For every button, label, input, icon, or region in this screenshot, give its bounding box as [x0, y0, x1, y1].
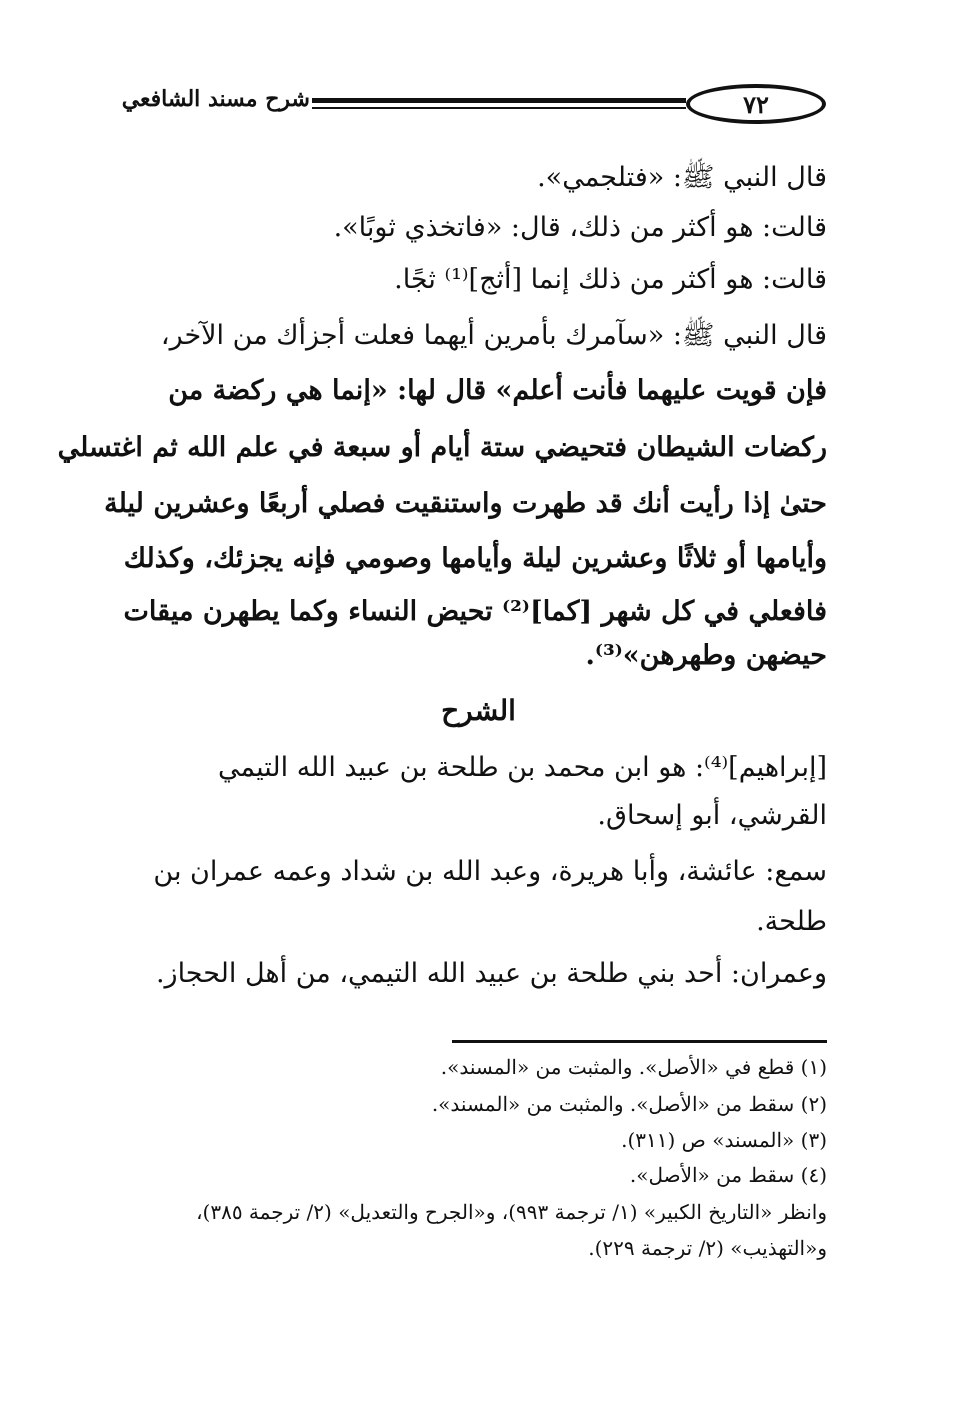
sharh-line: سمع: عائشة، وأبا هريرة، وعبد الله بن شداد وعمه عمران بن: [153, 856, 827, 887]
footnote: (٤) سقط من «الأصل».: [629, 1163, 827, 1187]
matn-line: ركضات الشيطان فتحيضي ستة أيام أو سبعة في علم الله ثم اغتسلي: [57, 432, 827, 463]
page-header: [100, 78, 825, 128]
section-heading: الشرح: [441, 694, 516, 727]
footnote: وانظر «التاريخ الكبير» (١/ ترجمة ٩٩٣)، و«الجرح والتعديل» (٢/ ترجمة ٣٨٥)،: [196, 1200, 827, 1224]
matn-line: قالت: هو أكثر من ذلك، قال: «فاتخذي ثوبًا».: [333, 212, 827, 243]
sharh-line: [إبراهيم]⁽⁴⁾: هو ابن محمد بن طلحة بن عبيد الله التيمي: [217, 752, 827, 783]
footnote: (٣) «المسند» ص (٣١١).: [621, 1128, 827, 1152]
footnote-separator: [452, 1040, 827, 1043]
page-number-text: ٧٢: [743, 89, 769, 119]
footnote: (١) قطع في «الأصل». والمثبت من «المسند».: [440, 1055, 827, 1079]
matn-line: فافعلي في كل شهر [كما]⁽²⁾ تحيض النساء وكما يطهرن ميقات: [123, 596, 827, 627]
page-number: [686, 84, 826, 124]
matn-line: قال النبي ﷺ: «فتلجمي».: [537, 162, 827, 193]
header-rule-thick: [312, 98, 686, 103]
matn-line: وأيامها أو ثلاثًا وعشرين ليلة وأيامها وصومي فإنه يجزئك، وكذلك: [123, 543, 827, 574]
footnote: و«التهذيب» (٢/ ترجمة ٢٢٩).: [588, 1236, 827, 1260]
footnote: (٢) سقط من «الأصل». والمثبت من «المسند».: [431, 1092, 827, 1116]
running-title: شرح مسند الشافعي: [100, 86, 310, 112]
matn-line: فإن قويت عليهما فأنت أعلم» قال لها: «إنما هي ركضة من: [168, 375, 827, 406]
header-rule-thin: [312, 107, 686, 109]
sharh-line: طلحة.: [756, 906, 827, 937]
sharh-line: وعمران: أحد بني طلحة بن عبيد الله التيمي، من أهل الحجاز.: [155, 958, 827, 989]
matn-line: حتىٰ إذا رأيت أنك قد طهرت واستنقيت فصلي أربعًا وعشرين ليلة: [104, 488, 827, 519]
matn-line: قال النبي ﷺ: «سآمرك بأمرين أيهما فعلت أجزأك من الآخر،: [160, 320, 827, 351]
matn-line: حيضهن وطهرهن»⁽³⁾.: [585, 640, 827, 671]
sharh-line: القرشي، أبو إسحاق.: [597, 800, 827, 831]
matn-line: قالت: هو أكثر من ذلك إنما [أثج]⁽¹⁾ ثجًا.: [394, 264, 827, 295]
